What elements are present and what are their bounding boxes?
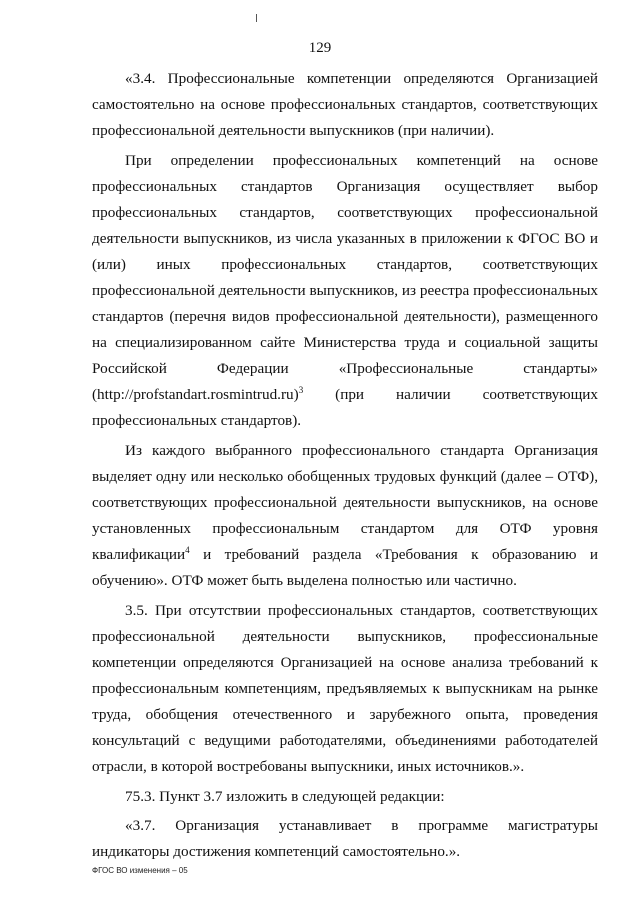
- paragraph-75-3: [92, 784, 598, 810]
- footnote-ref-4: 4: [185, 544, 190, 555]
- paragraph-text: Из каждого выбранного профессионального стандарта Организация выделяет одну или несколько обобщенных трудовых функций (далее – ОТФ), соответствующих профессиональной деятельности выпускников, на основе установленных профессиональным стандартом для ОТФ уровня квалификации: [92, 442, 598, 563]
- paragraph-otf-selection: [92, 438, 598, 594]
- paragraph-text: 75.3. Пункт 3.7 изложить в следующей редакции:: [125, 788, 445, 805]
- footnote-ref-3: 3: [298, 384, 304, 395]
- paragraph-text-tail: (при наличии соответствующих профессиональных стандартов).: [92, 386, 598, 429]
- document-body: [92, 66, 598, 869]
- paragraph-text-tail: и требований раздела «Требования к образованию и обучению». ОТФ может быть выделена полностью или частично.: [92, 546, 598, 589]
- page-footer: ФГОС ВО изменения – 05: [92, 866, 188, 875]
- page-number: 129: [308, 40, 332, 56]
- paragraph-3-7: [92, 813, 598, 865]
- scan-speck: [256, 14, 257, 22]
- paragraph-text: «3.4. Профессиональные компетенции определяются Организацией самостоятельно на основе профессиональных стандартов, соответствующих профессиональной деятельности выпускников (при наличии).: [92, 70, 598, 139]
- paragraph-3-5: [92, 598, 598, 780]
- paragraph-text: При определении профессиональных компетенций на основе профессиональных стандартов Организация осуществляет выбор профессиональных стандартов, соответствующих профессиональной деятельности выпускников, из числа указанных в приложении к ФГОС ВО и (или) иных профессиональных стандартов, соответствующих профессиональной деятельности выпускников, из реестра профессиональных стандартов (перечня видов профессиональной деятельности), размещенного на специализированном сайте Министерства труда и социальной защиты Российской Федерации «Профессиональные стандарты» (http://profstandart.rosmintrud.ru): [92, 152, 598, 403]
- paragraph-text: «3.7. Организация устанавливает в программе магистратуры индикаторы достижения компетенций самостоятельно.».: [92, 817, 598, 860]
- paragraph-prof-standards-selection: [92, 148, 598, 434]
- paragraph-text: 3.5. При отсутствии профессиональных стандартов, соответствующих профессиональной деятельности выпускников, профессиональные компетенции определяются Организацией на основе анализа требований к профессиональным компетенциям, предъявляемых к выпускникам на рынке труда, обобщения отечественного и зарубежного опыта, проведения консультаций с ведущими работодателями, объединениями работодателей отрасли, в которой востребованы выпускники, иных источников.».: [92, 602, 598, 775]
- paragraph-3-4: [92, 66, 598, 144]
